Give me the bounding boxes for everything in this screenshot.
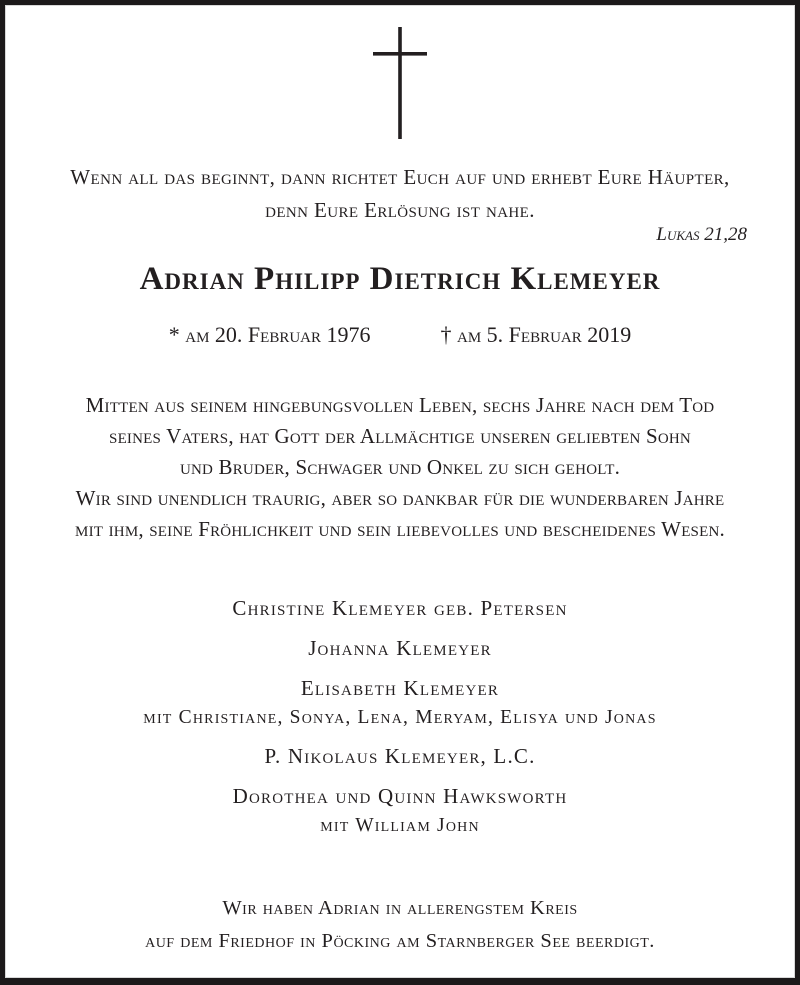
mourner-line: Christine Klemeyer geb. Petersen — [232, 596, 568, 620]
tribute-line: mit ihm, seine Fröhlichkeit und sein liebevolles und bescheidenes Wesen. — [75, 517, 725, 541]
tribute-line: Mitten aus seinem hingebungsvollen Leben, sechs Jahre nach dem Tod — [85, 393, 715, 417]
tribute-line: und Bruder, Schwager und Onkel zu sich geholt. — [179, 455, 621, 479]
death-date: † am 5. Februar 2019 — [440, 322, 632, 347]
burial-notice — [5, 892, 795, 958]
burial-notice-line: Wir haben Adrian in allerengstem Kreis — [222, 897, 578, 919]
mourner-line: P. Nikolaus Klemeyer, L.C. — [264, 744, 536, 768]
tribute-line: Wir sind unendlich traurig, aber so dankbar für die wunderbaren Jahre — [75, 486, 725, 510]
mourner-line: Elisabeth Klemeyer — [300, 676, 500, 700]
birth-date: * am 20. Februar 1976 — [168, 322, 371, 347]
scripture-citation: Lukas 21,28 — [656, 224, 747, 245]
life-dates — [5, 322, 795, 348]
mourner-line: mit William John — [320, 815, 480, 836]
burial-notice-line: auf dem Friedhof in Pöcking am Starnberger See beerdigt. — [145, 930, 655, 952]
cross-icon — [371, 27, 429, 139]
mourners-list — [5, 597, 795, 836]
deceased-name: Adrian Philipp Dietrich Klemeyer — [139, 261, 661, 297]
mourner-line: Johanna Klemeyer — [308, 636, 492, 660]
tribute-line: seines Vaters, hat Gott der Allmächtige unseren geliebten Sohn — [109, 424, 691, 448]
tribute-text — [5, 390, 795, 545]
mourner-line: mit Christiane, Sonya, Lena, Meryam, Elisya und Jonas — [143, 707, 657, 728]
scripture-quote — [5, 161, 795, 227]
quote-line: Wenn all das beginnt, dann richtet Euch auf und erhebt Eure Häupter, — [70, 165, 730, 189]
quote-line: denn Eure Erlösung ist nahe. — [265, 198, 535, 222]
mourner-line: Dorothea und Quinn Hawksworth — [232, 784, 568, 808]
